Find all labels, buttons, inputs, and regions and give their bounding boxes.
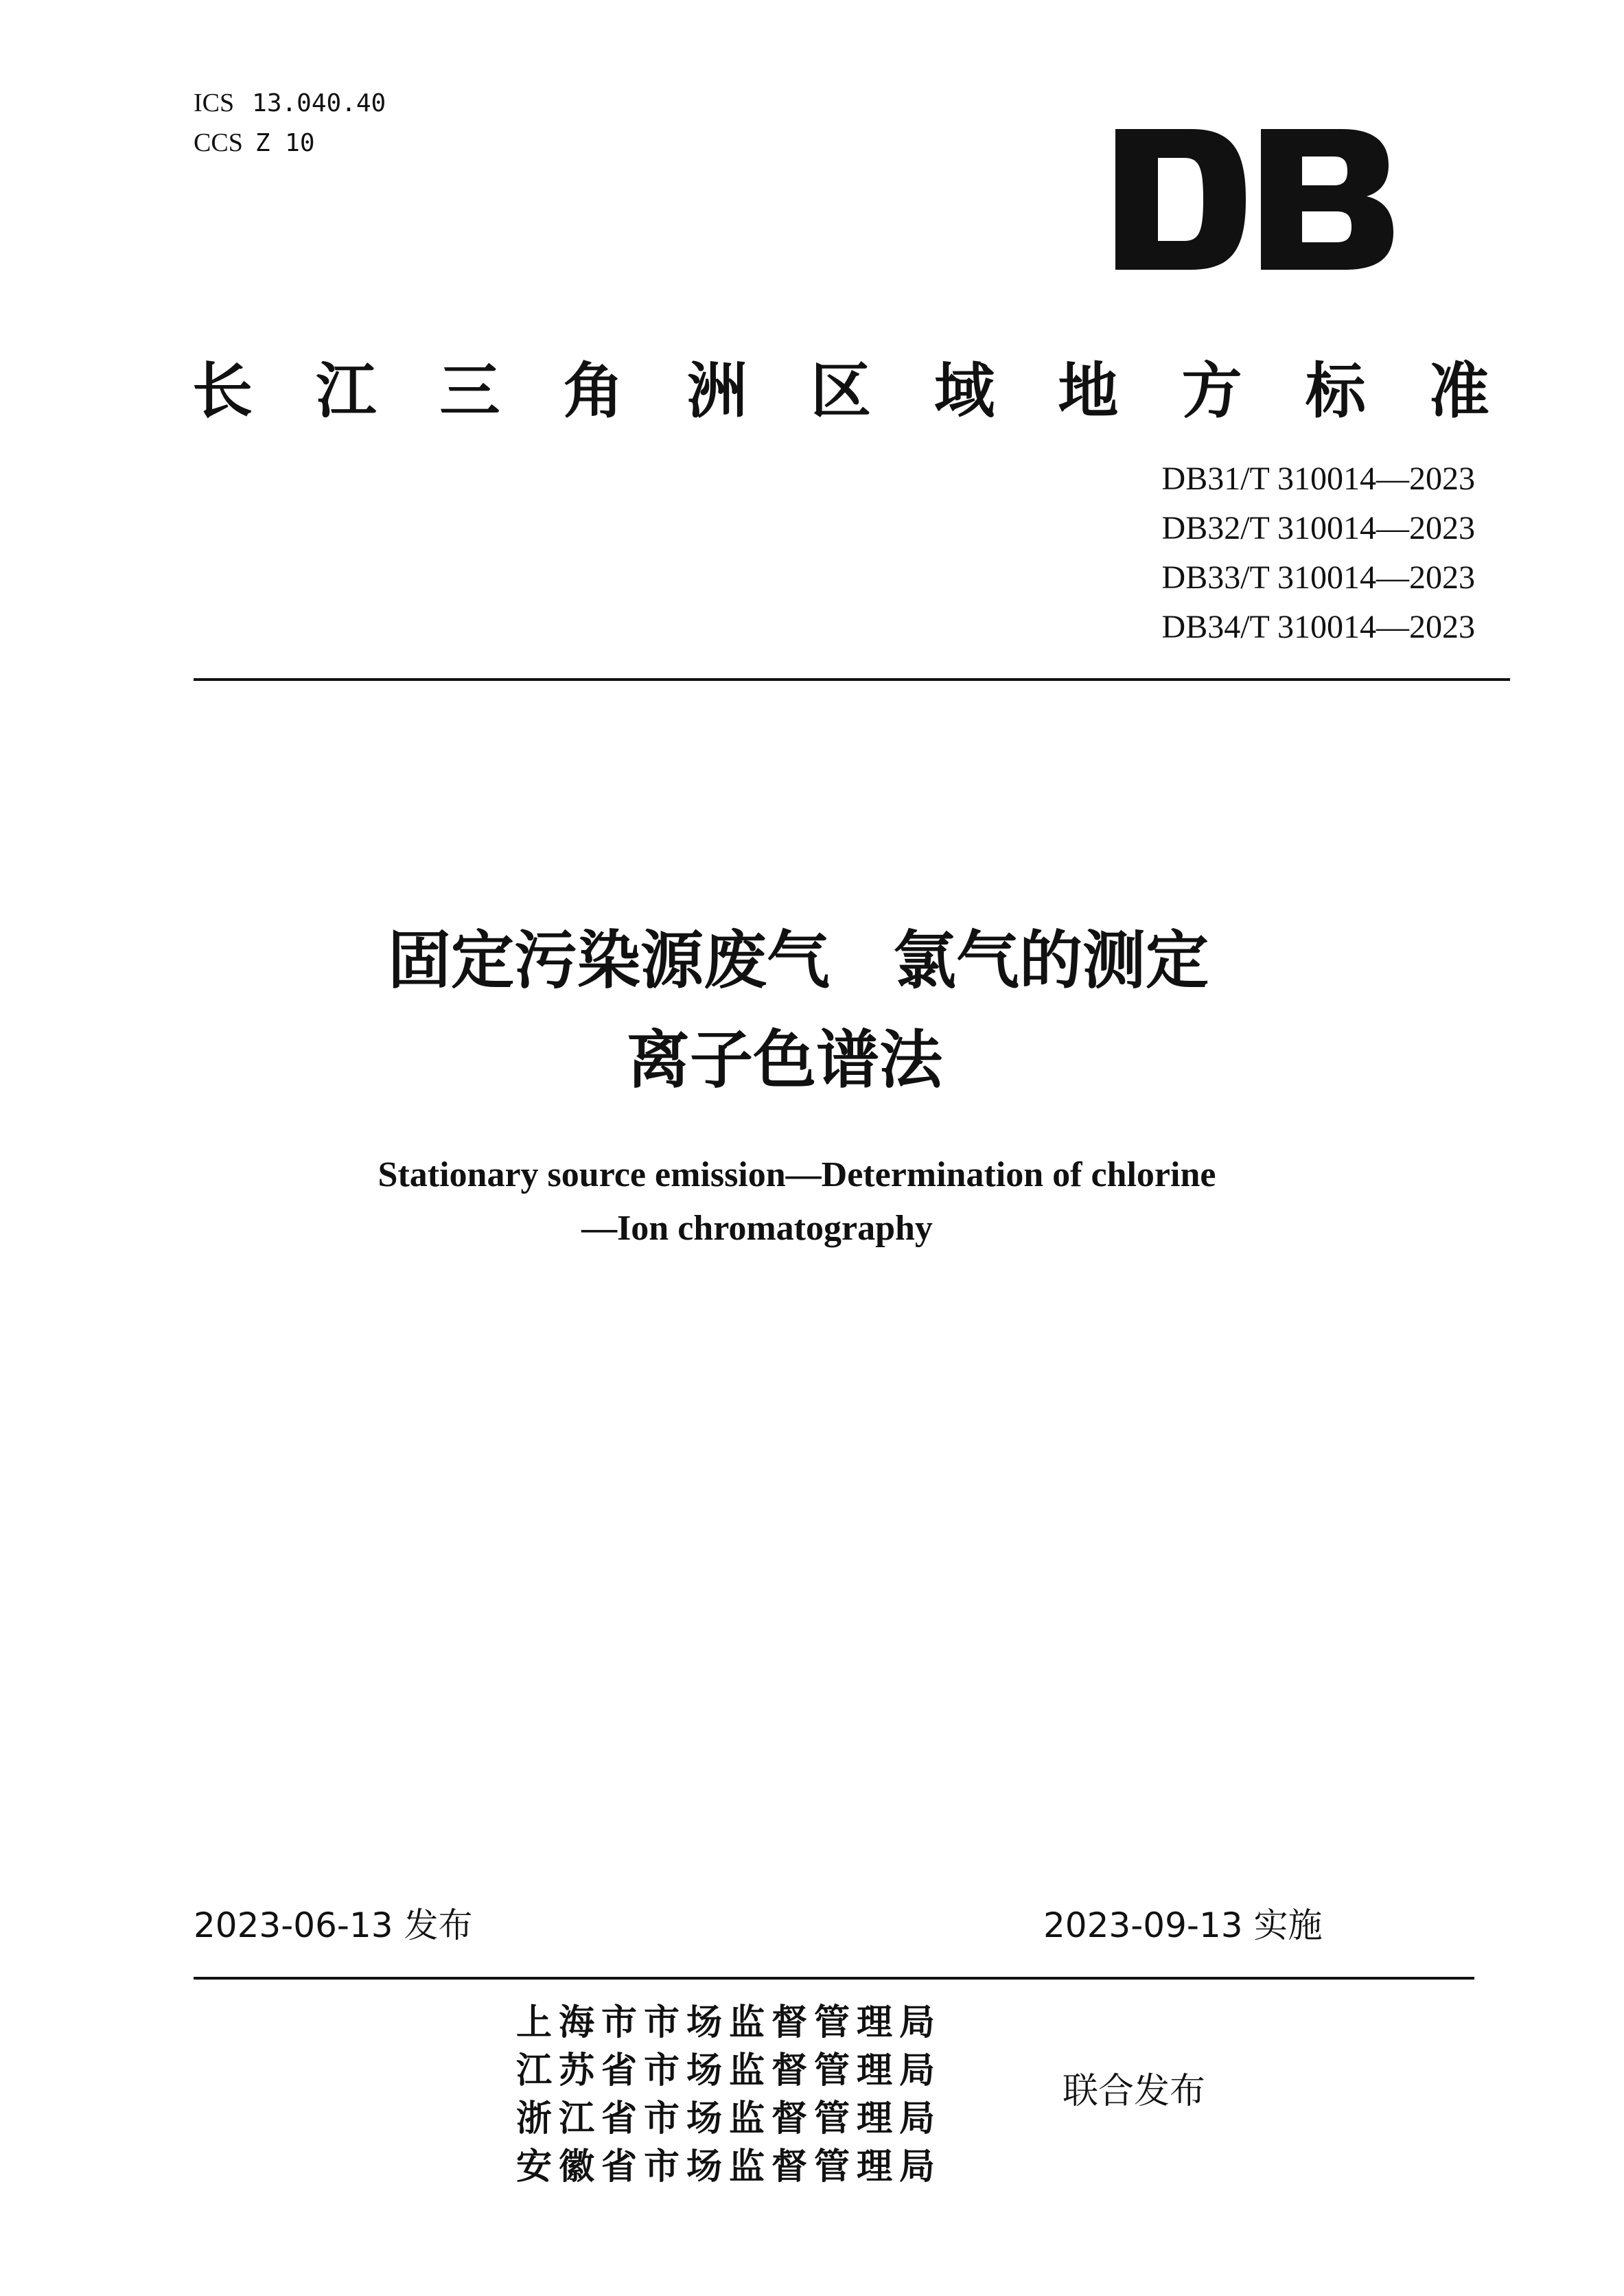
standard-type-char: 角 (563, 356, 624, 426)
authority-name: 上海市市场监督管理局 (516, 2002, 942, 2043)
ccs-value: Z 10 (255, 129, 315, 157)
standard-number: DB31/T 310014—2023 (1161, 461, 1475, 497)
standard-type-heading (192, 353, 1489, 429)
standard-type-char: 洲 (686, 356, 747, 426)
ccs-label: CCS (194, 128, 243, 157)
standard-number: DB33/T 310014—2023 (1161, 559, 1475, 596)
standard-type-char: 方 (1181, 356, 1242, 426)
standard-type-char: 准 (1428, 356, 1489, 426)
standard-type-char: 域 (934, 356, 995, 426)
standard-type-char: 长 (192, 356, 253, 426)
issuing-authorities (516, 1999, 942, 2191)
implementation-date: 2023-09-13 实施 (1043, 1905, 1323, 1945)
title-en-line1: Stationary source emission—Determination of chlorine (378, 1155, 1216, 1194)
ics-value: 13.040.40 (252, 89, 386, 117)
db-logo-b-shape (1261, 129, 1393, 270)
authority-name: 江苏省市场监督管理局 (516, 2050, 942, 2091)
authority-name: 安徽省市场监督管理局 (516, 2146, 942, 2188)
standard-number: DB34/T 310014—2023 (1161, 609, 1475, 645)
ics-code (194, 88, 386, 119)
standard-type-char: 地 (1058, 356, 1119, 426)
standard-number: DB32/T 310014—2023 (1161, 510, 1475, 546)
authority-name: 浙江省市场监督管理局 (516, 2098, 942, 2140)
header-divider (194, 678, 1510, 681)
footer-divider (194, 1977, 1474, 1980)
ccs-code (194, 128, 315, 159)
title-cn-line1: 固定污染源废气 氯气的测定 (387, 924, 1209, 997)
issue-date: 2023-06-13 发布 (194, 1905, 473, 1945)
joint-release-label: 联合发布 (1063, 2071, 1206, 2112)
standard-type-char: 区 (810, 356, 871, 426)
standard-type-char: 江 (316, 356, 377, 426)
title-cn-line2: 离子色谱法 (626, 1023, 942, 1097)
db-logo-d-shape (1115, 129, 1246, 270)
ics-label: ICS (194, 89, 235, 117)
db-logo (1115, 129, 1393, 270)
standard-type-char: 三 (439, 356, 500, 426)
standard-type-char: 标 (1305, 356, 1366, 426)
title-en-line2: —Ion chromatography (581, 1209, 933, 1248)
standard-numbers (1162, 454, 1475, 652)
